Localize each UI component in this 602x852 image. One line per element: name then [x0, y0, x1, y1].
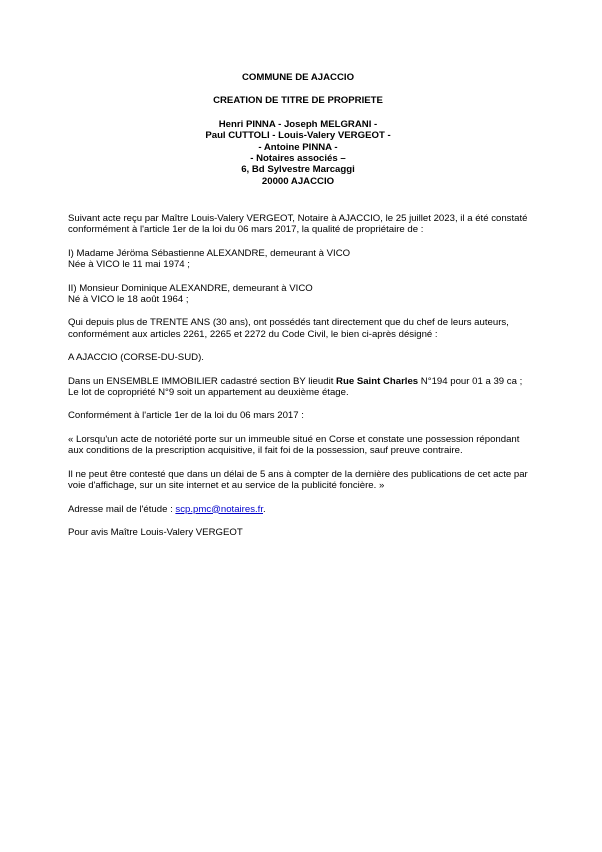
property-paragraph: [68, 376, 530, 399]
email-paragraph: [68, 504, 530, 515]
document-header: [0, 72, 596, 187]
possession-paragraph: Qui depuis plus de TRENTE ANS (30 ans), ont possédés tant directement que du chef de leurs auteurs, conformément aux articles 2261, 2265 et 2272 du Code Civil, le bien ci-après désigné :: [68, 317, 509, 340]
law-quote-1: « Lorsqu'un acte de notoriété porte sur un immeuble situé en Corse et constate une possession répondant aux conditions de la prescription acquisitive, il fait foi de la possession, sauf preuve contraire.: [68, 433, 520, 457]
email-label: Adresse mail de l'étude :: [68, 503, 176, 515]
notaires-line: Paul CUTTOLI - Louis-Valery VERGEOT -: [205, 130, 391, 142]
notaires-line: - Antoine PINNA -: [258, 141, 338, 153]
owner-1-name: I) Madame Jéröma Sébastienne ALEXANDRE, demeurant à VICO: [68, 247, 351, 259]
owner-2-name: II) Monsieur Dominique ALEXANDRE, demeurant à VICO: [68, 282, 313, 294]
property-lot: Le lot de copropriété N°9 soit un appartement au deuxième étage.: [68, 387, 349, 399]
owner-2: [68, 283, 530, 306]
document-body: [68, 213, 530, 550]
office-address-street: 6, Bd Sylvestre Marcaggi: [241, 164, 355, 176]
notaires-line: Henri PINNA - Joseph MELGRANI -: [218, 118, 378, 130]
owner-2-birth: Né à VICO le 18 août 1964 ;: [68, 294, 189, 306]
intro-paragraph: Suivant acte reçu par Maître Louis-Valery VERGEOT, Notaire à AJACCIO, le 25 juillet 2023, il a été constaté conformément à l'article 1er de la loi du 06 mars 2017, la qualité de propriétaire de :: [68, 213, 528, 236]
document-title: CREATION DE TITRE DE PROPRIETE: [213, 95, 383, 107]
property-description-start: Dans un ENSEMBLE IMMOBILIER cadastré section BY lieudit: [68, 375, 337, 387]
owner-1-birth: Née à VICO le 11 mai 1974 ;: [68, 259, 190, 271]
closing-line: Pour avis Maître Louis-Valery VERGEOT: [68, 526, 243, 538]
location-paragraph: A AJACCIO (CORSE-DU-SUD).: [68, 352, 204, 364]
property-street: Rue Saint Charles: [336, 375, 419, 387]
property-description-end: N°194 pour 01 a 39 ca ;: [418, 375, 523, 387]
law-quote-2: Il ne peut être contesté que dans un délai de 5 ans à compter de la dernière des publications de cet acte par voie d'affichage, sur un site internet et au service de la publicité foncière. »: [68, 468, 528, 492]
owner-1: [68, 248, 530, 271]
law-reference: Conformément à l'article 1er de la loi du 06 mars 2017 :: [68, 410, 304, 422]
email-link[interactable]: scp.pmc@notaires.fr: [175, 503, 264, 515]
email-suffix: .: [263, 503, 266, 515]
notaires-line: - Notaires associés –: [250, 153, 346, 165]
commune-title: COMMUNE DE AJACCIO: [241, 72, 355, 83]
office-address-city: 20000 AJACCIO: [261, 175, 335, 187]
